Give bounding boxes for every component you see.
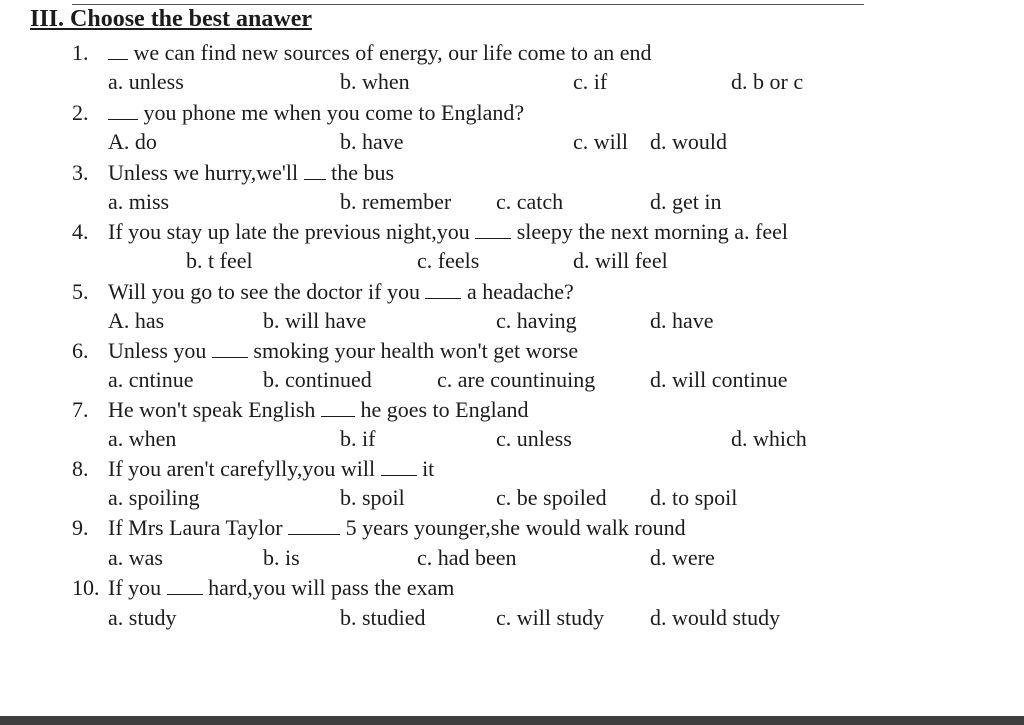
stem-after-blank: a headache? [461, 279, 574, 304]
question-number: 4. [72, 219, 89, 244]
question-number: 9. [72, 515, 89, 540]
option-b: b. spoil [340, 485, 405, 510]
stem-after-blank: it [416, 456, 435, 481]
option-c: c. be spoiled [496, 485, 607, 510]
answer-blank [321, 400, 355, 417]
stem-after-blank: we can find new sources of energy, our life come to an end [128, 40, 652, 65]
option-a: a. when [108, 426, 177, 451]
question-number: 5. [72, 279, 89, 304]
option-d: d. will continue [650, 367, 788, 392]
answer-blank [212, 341, 248, 358]
option-d: d. will feel [573, 248, 668, 273]
stem-after-blank: sleepy the next morning a. feel [511, 219, 788, 244]
option-c: c. catch [496, 189, 564, 214]
option-c: c. feels [417, 248, 480, 273]
stem-after-blank: smoking your health won't get worse [247, 338, 579, 363]
question-number: 1. [72, 40, 89, 65]
option-c: c. having [496, 308, 577, 333]
answer-blank [108, 103, 138, 120]
answer-blank [288, 518, 340, 535]
question-number: 10. [72, 575, 100, 600]
answer-blank [108, 43, 128, 60]
stem-after-blank: he goes to England [354, 397, 529, 422]
section-heading: III. Choose the best anawer [30, 6, 312, 32]
option-c: c. will study [496, 605, 605, 630]
option-c: c. are countinuing [437, 367, 596, 392]
question-stem [108, 397, 528, 423]
question-stem [108, 575, 454, 601]
stem-after-blank: 5 years younger,she would walk round [340, 515, 686, 540]
option-c: c. if [573, 69, 608, 94]
question-stem [108, 160, 394, 186]
option-b: b. continued [263, 367, 372, 392]
option-a: a. spoiling [108, 485, 200, 510]
option-c: c. unless [496, 426, 572, 451]
stem-before-blank: If Mrs Laura Taylor [108, 515, 289, 540]
option-a: a. cntinue [108, 367, 194, 392]
option-a: a. miss [108, 189, 170, 214]
question-stem [108, 338, 578, 364]
option-c: c. will [573, 129, 628, 154]
option-d: d. to spoil [650, 485, 738, 510]
option-b: b. t feel [186, 248, 253, 273]
question-stem [108, 515, 686, 541]
stem-before-blank: He won't speak English [108, 397, 321, 422]
answer-blank [381, 459, 417, 476]
stem-before-blank: Unless we hurry,we'll [108, 160, 304, 185]
option-b: b. studied [340, 605, 426, 630]
stem-after-blank: the bus [325, 160, 395, 185]
option-d: d. get in [650, 189, 722, 214]
question-number: 8. [72, 456, 89, 481]
option-a: a. unless [108, 69, 184, 94]
answer-blank [475, 222, 511, 239]
option-d: d. b or c [731, 69, 804, 94]
answer-blank [167, 578, 203, 595]
option-a: a. was [108, 545, 163, 570]
stem-after-blank: hard,you will pass the exam [202, 575, 455, 600]
option-d: d. have [650, 308, 714, 333]
question-number: 7. [72, 397, 89, 422]
question-number: 6. [72, 338, 89, 363]
question-stem [108, 40, 652, 66]
option-c: c. had been [417, 545, 517, 570]
option-d: d. would study [650, 605, 781, 630]
question-stem [108, 456, 434, 482]
bottom-edge-bar [0, 716, 1024, 725]
option-b: b. when [340, 69, 410, 94]
option-b: b. if [340, 426, 376, 451]
option-d: d. which [731, 426, 807, 451]
question-number: 3. [72, 160, 89, 185]
stem-before-blank: If you aren't carefylly,you will [108, 456, 381, 481]
question-stem [108, 100, 524, 126]
answer-blank [304, 163, 326, 180]
question-stem [108, 279, 574, 305]
option-b: b. will have [263, 308, 367, 333]
option-d: d. were [650, 545, 715, 570]
stem-before-blank: Unless you [108, 338, 212, 363]
option-b: b. is [263, 545, 300, 570]
option-a: A. has [108, 308, 165, 333]
option-b: b. remember [340, 189, 452, 214]
answer-blank [425, 282, 461, 299]
stem-before-blank: If you [108, 575, 167, 600]
option-d: d. would [650, 129, 727, 154]
stem-before-blank: Will you go to see the doctor if you [108, 279, 426, 304]
option-b: b. have [340, 129, 404, 154]
stem-before-blank: If you stay up late the previous night,you [108, 219, 476, 244]
option-a: A. do [108, 129, 157, 154]
stem-after-blank: you phone me when you come to England? [138, 100, 525, 125]
option-a: a. study [108, 605, 177, 630]
question-number: 2. [72, 100, 89, 125]
question-stem [108, 219, 788, 245]
